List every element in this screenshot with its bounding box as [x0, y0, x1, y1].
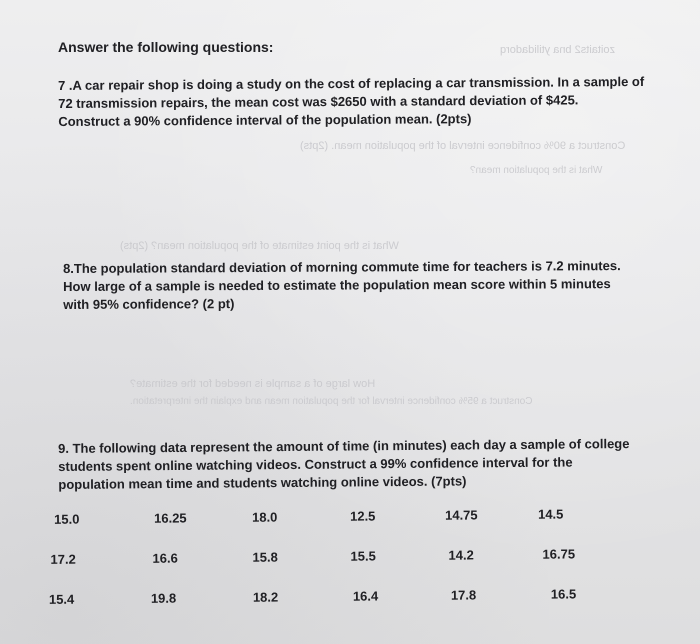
- data-cell: 16.5: [550, 586, 577, 602]
- question-line: 7 .A car repair shop is doing a study on the cost of replacing a car transmission. In a sample of: [58, 73, 645, 93]
- data-cell: 16.75: [542, 546, 576, 562]
- bleed-through-text: What is the point estimate of the population mean? (2pts): [120, 240, 399, 252]
- data-cell: 15.8: [252, 549, 278, 565]
- bleed-through-text: Construct a 95% confidence interval for the population mean and explain the interpretation.: [130, 396, 533, 407]
- data-table: [40, 506, 661, 607]
- question-9: [58, 435, 630, 494]
- bleed-through-text: What is the population mean?: [470, 165, 603, 176]
- data-cell: 15.4: [48, 591, 75, 607]
- data-cell: 18.0: [251, 509, 278, 525]
- data-cell: 18.2: [252, 589, 279, 605]
- question-line: 72 transmission repairs, the mean cost was $2650 with a standard deviation of $425.: [58, 92, 579, 111]
- data-cell: 16.4: [352, 588, 379, 604]
- data-cell: 17.2: [50, 551, 76, 567]
- question-7: [58, 73, 644, 131]
- question-line: How large of a sample is needed to estimate the population mean score within 5 minutes: [63, 276, 611, 294]
- bleed-through-text: Construct a 90% confidence interval of the population mean. (2pts): [300, 140, 626, 152]
- page-heading: Answer the following questions:: [58, 39, 274, 55]
- data-cell: 15.5: [350, 548, 376, 564]
- data-cell: 14.2: [448, 547, 474, 563]
- data-cell: 16.6: [152, 550, 178, 566]
- question-line: population mean time and students watching online videos. (7pts): [58, 473, 467, 492]
- bleed-through-text: How large of a sample is needed for the estimate?: [130, 378, 376, 390]
- question-8: [63, 257, 621, 314]
- data-cell: 16.25: [153, 510, 187, 526]
- data-cell: 14.75: [444, 507, 478, 523]
- question-line: with 95% confidence? (2 pt): [63, 296, 235, 312]
- data-cell: 15.0: [53, 511, 80, 527]
- question-line: 9. The following data represent the amount of time (in minutes) each day a sample of college: [58, 436, 630, 456]
- question-line: 8.The population standard deviation of morning commute time for teachers is 7.2 minutes.: [63, 258, 621, 276]
- data-cell: 14.5: [537, 506, 564, 522]
- question-line: Construct a 90% confidence interval of the population mean. (2pts): [58, 111, 472, 129]
- data-cell: 19.8: [150, 590, 177, 606]
- data-cell: 17.8: [450, 587, 477, 603]
- question-line: students spent online watching videos. Construct a 99% confidence interval for the: [58, 454, 573, 474]
- data-cell: 12.5: [349, 508, 376, 524]
- bleed-through-text: zoitaits2 bna ytilidadorq: [500, 44, 615, 56]
